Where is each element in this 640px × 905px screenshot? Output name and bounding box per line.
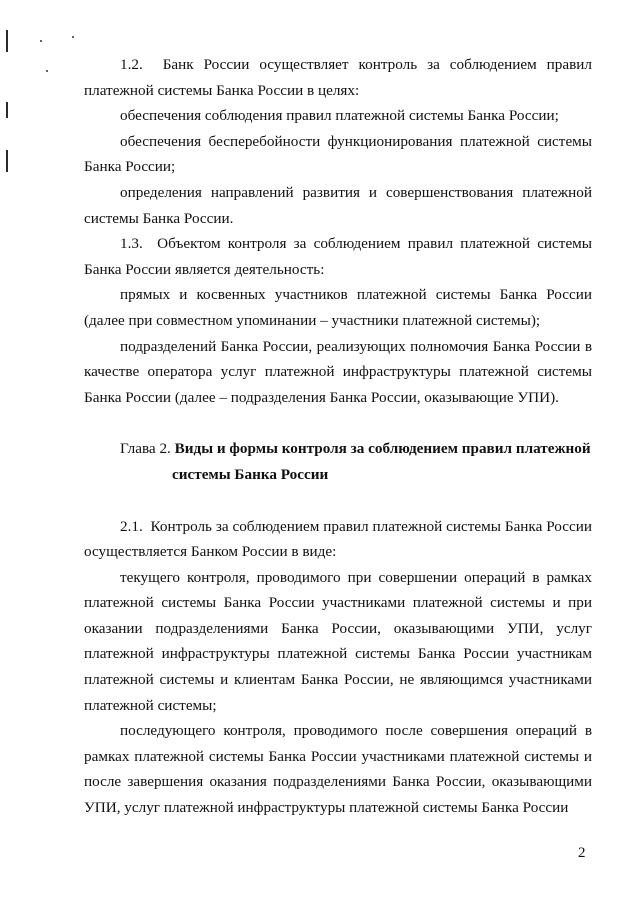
page-number: 2: [578, 845, 586, 861]
paragraph-1-2: 1.2. Банк России осуществляет контроль за соблюдением правил платежной системы Банка России в целях:: [84, 56, 592, 99]
paragraph-1-3-item-b: подразделений Банка России, реализующих полномочия Банка России в качестве оператора услуг платежной инфраструктуры платежной системы Банка России (далее – подразделения Банка России, оказывающие УПИ).: [84, 337, 592, 406]
spacer: [84, 410, 592, 436]
paragraph-1-2-item-b: обеспечения бесперебойности функционирования платежной системы Банка России;: [84, 132, 592, 176]
chapter-title-line1: Виды и формы контроля за соблюдением правил платежной: [174, 440, 591, 458]
paragraph-2-1-item-b: последующего контроля, проводимого после совершения операций в рамках платежной системы Банка России участниками платежной системы и после завершения оказания подразделениями Банка России, оказывающими УПИ, услуг платежной инфраструктуры платежной системы Банка России: [84, 722, 592, 817]
chapter-title-line2: системы Банка России: [172, 465, 329, 483]
paragraph-1-3-item-a: прямых и косвенных участников платежной системы Банка России (далее при совместном упоминании – участники платежной системы);: [84, 286, 592, 329]
paragraph-1-2-item-a: обеспечения соблюдения правил платежной системы Банка России;: [120, 107, 559, 125]
scan-dot: [46, 70, 48, 72]
paragraph-2-1-item-a: текущего контроля, проводимого при совершении операций в рамках платежной системы Банка России участниками платежной системы и при оказании подразделениями Банка России, оказывающими УПИ, услуг платежной инфраструктуры платежной системы Банка России участникам платежной системы и клиентам Банка России, не являющимся участниками платежной системы;: [84, 568, 592, 714]
scan-dot: [40, 40, 42, 42]
paragraph-1-2-item-c: определения направлений развития и совершенствования платежной системы Банка России.: [84, 183, 592, 227]
document-body: [84, 52, 592, 821]
scan-edge-mark: [6, 30, 8, 52]
chapter-prefix: Глава 2.: [120, 440, 171, 458]
paragraph-2-1: 2.1. Контроль за соблюдением правил платежной системы Банка России осуществляется Банком России в виде:: [84, 517, 592, 561]
scan-edge-mark: [6, 102, 8, 118]
scan-dot: [72, 36, 74, 38]
spacer: [84, 488, 592, 514]
paragraph-1-3: 1.3. Объектом контроля за соблюдением правил платежной системы Банка России является деятельность:: [84, 235, 592, 278]
scan-edge-mark: [6, 150, 8, 172]
chapter-heading: [84, 436, 592, 462]
